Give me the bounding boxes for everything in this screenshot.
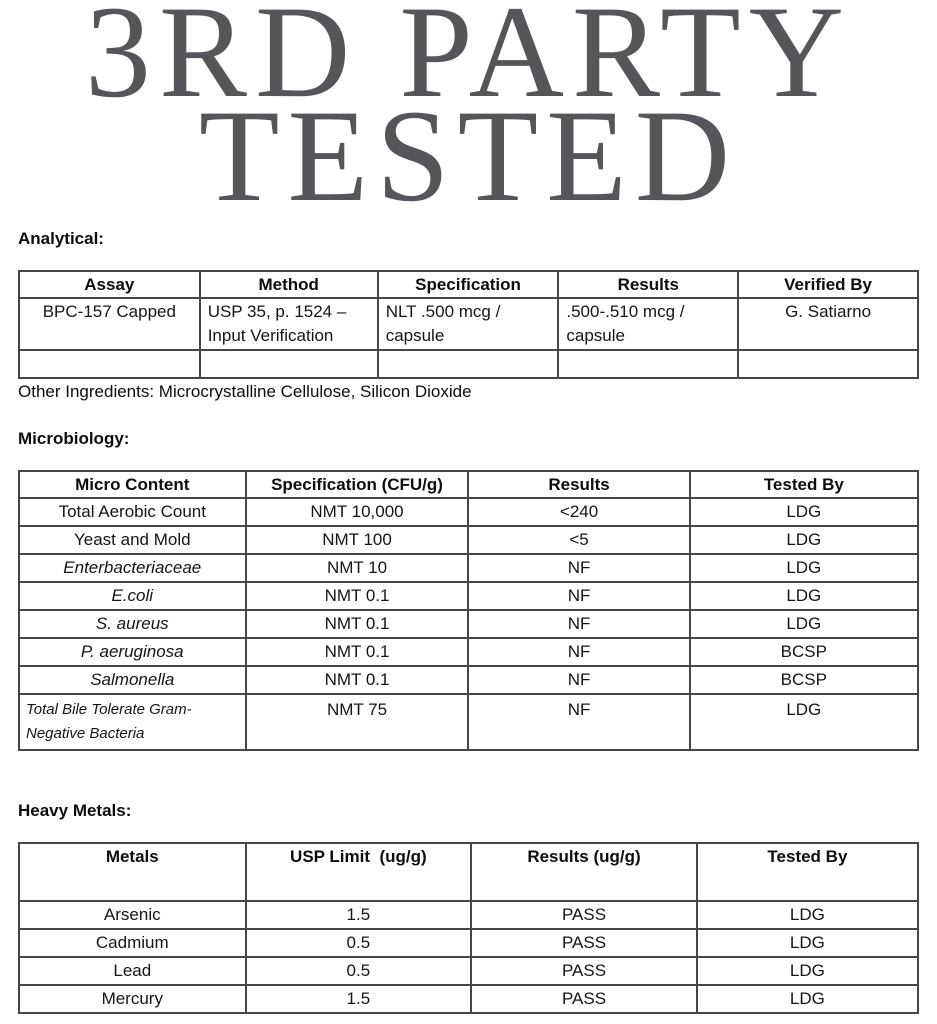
micro-tested-by: LDG [690,554,918,582]
micro-name: Yeast and Mold [19,526,246,554]
analytical-section-label: Analytical: [18,229,104,248]
micro-name: Enterbacteriaceae [19,554,246,582]
heavy-result: PASS [471,901,697,929]
micro-header-results: Results [468,471,689,498]
micro-spec: NMT 10 [246,554,469,582]
heavy-usp-limit: 1.5 [246,901,472,929]
micro-row-total-bile-tolerate [19,694,918,750]
micro-spec: NMT 0.1 [246,666,469,694]
micro-spec: NMT 0.1 [246,582,469,610]
heavy-tested-by: LDG [697,901,918,929]
micro-tested-by: LDG [690,498,918,526]
heavy-usp-limit: 0.5 [246,957,472,985]
page-title [18,0,919,229]
analytical-header-verified-by: Verified By [738,271,918,298]
heavy-tested-by: LDG [697,985,918,1013]
heavy-result: PASS [471,929,697,957]
heavy-metal-name: Mercury [19,985,246,1013]
analytical-header-results: Results [558,271,738,298]
heavy-row-lead [19,957,918,985]
micro-header-specification: Specification (CFU/g) [246,471,469,498]
microbiology-header-row [19,471,918,498]
heavy-result: PASS [471,985,697,1013]
heavy-header-tested-by: Tested By [697,843,918,901]
analytical-specification-value: NLT .500 mcg / capsule [378,298,559,350]
heavy-metals-table [18,842,919,1014]
micro-result: NF [468,666,689,694]
heavy-usp-limit: 0.5 [246,929,472,957]
analytical-method-value: USP 35, p. 1524 – Input Verification [200,298,378,350]
micro-name: P. aeruginosa [19,638,246,666]
heavy-metal-name: Arsenic [19,901,246,929]
analytical-table [18,270,919,379]
empty-cell [558,350,738,378]
analytical-empty-row [19,350,918,378]
heavy-row-mercury [19,985,918,1013]
micro-header-content: Micro Content [19,471,246,498]
heavy-header-metals: Metals [19,843,246,901]
micro-spec: NMT 10,000 [246,498,469,526]
heavy-tested-by: LDG [697,929,918,957]
micro-header-tested-by: Tested By [690,471,918,498]
micro-spec: NMT 100 [246,526,469,554]
micro-tested-by: LDG [690,526,918,554]
micro-name: S. aureus [19,610,246,638]
heavy-row-arsenic [19,901,918,929]
heavy-tested-by: LDG [697,957,918,985]
heavy-row-cadmium [19,929,918,957]
empty-cell [378,350,559,378]
micro-result: <5 [468,526,689,554]
heavy-metals-section-label: Heavy Metals: [18,801,132,820]
analytical-results-value: .500-.510 mcg / capsule [558,298,738,350]
micro-row-p-aeruginosa [19,638,918,666]
micro-spec: NMT 0.1 [246,610,469,638]
micro-tested-by: LDG [690,694,918,750]
empty-cell [738,350,918,378]
analytical-header-method: Method [200,271,378,298]
micro-result: NF [468,610,689,638]
page-title-line-2: TESTED [198,82,739,229]
micro-result: NF [468,638,689,666]
micro-tested-by: BCSP [690,638,918,666]
micro-result: NF [468,694,689,750]
micro-result: NF [468,554,689,582]
micro-spec: NMT 0.1 [246,638,469,666]
microbiology-table [18,470,919,751]
page-title-line-1: 3RD PARTY [84,0,853,125]
micro-name: Total Bile Tolerate Gram-Negative Bacteria [19,694,246,750]
heavy-metal-name: Lead [19,957,246,985]
micro-row-enterbacteriaceae [19,554,918,582]
other-ingredients-note: Other Ingredients: Microcrystalline Cellulose, Silicon Dioxide [18,382,472,401]
analytical-assay-value: BPC-157 Capped [19,298,200,350]
micro-result: NF [468,582,689,610]
heavy-metals-header-row [19,843,918,901]
analytical-data-row [19,298,918,350]
heavy-header-results: Results (ug/g) [471,843,697,901]
analytical-header-assay: Assay [19,271,200,298]
micro-tested-by: BCSP [690,666,918,694]
analytical-verified-by-value: G. Satiarno [738,298,918,350]
micro-row-yeast-and-mold [19,526,918,554]
heavy-metal-name: Cadmium [19,929,246,957]
heavy-header-usp-limit: USP Limit (ug/g) [246,843,472,901]
micro-spec: NMT 75 [246,694,469,750]
micro-name: Salmonella [19,666,246,694]
micro-row-salmonella [19,666,918,694]
micro-name: Total Aerobic Count [19,498,246,526]
analytical-header-specification: Specification [378,271,559,298]
micro-tested-by: LDG [690,582,918,610]
heavy-result: PASS [471,957,697,985]
micro-row-total-aerobic-count [19,498,918,526]
micro-name: E.coli [19,582,246,610]
micro-result: <240 [468,498,689,526]
empty-cell [19,350,200,378]
micro-row-s-aureus [19,610,918,638]
micro-row-ecoli [19,582,918,610]
empty-cell [200,350,378,378]
heavy-usp-limit: 1.5 [246,985,472,1013]
micro-tested-by: LDG [690,610,918,638]
analytical-header-row [19,271,918,298]
microbiology-section-label: Microbiology: [18,429,130,448]
